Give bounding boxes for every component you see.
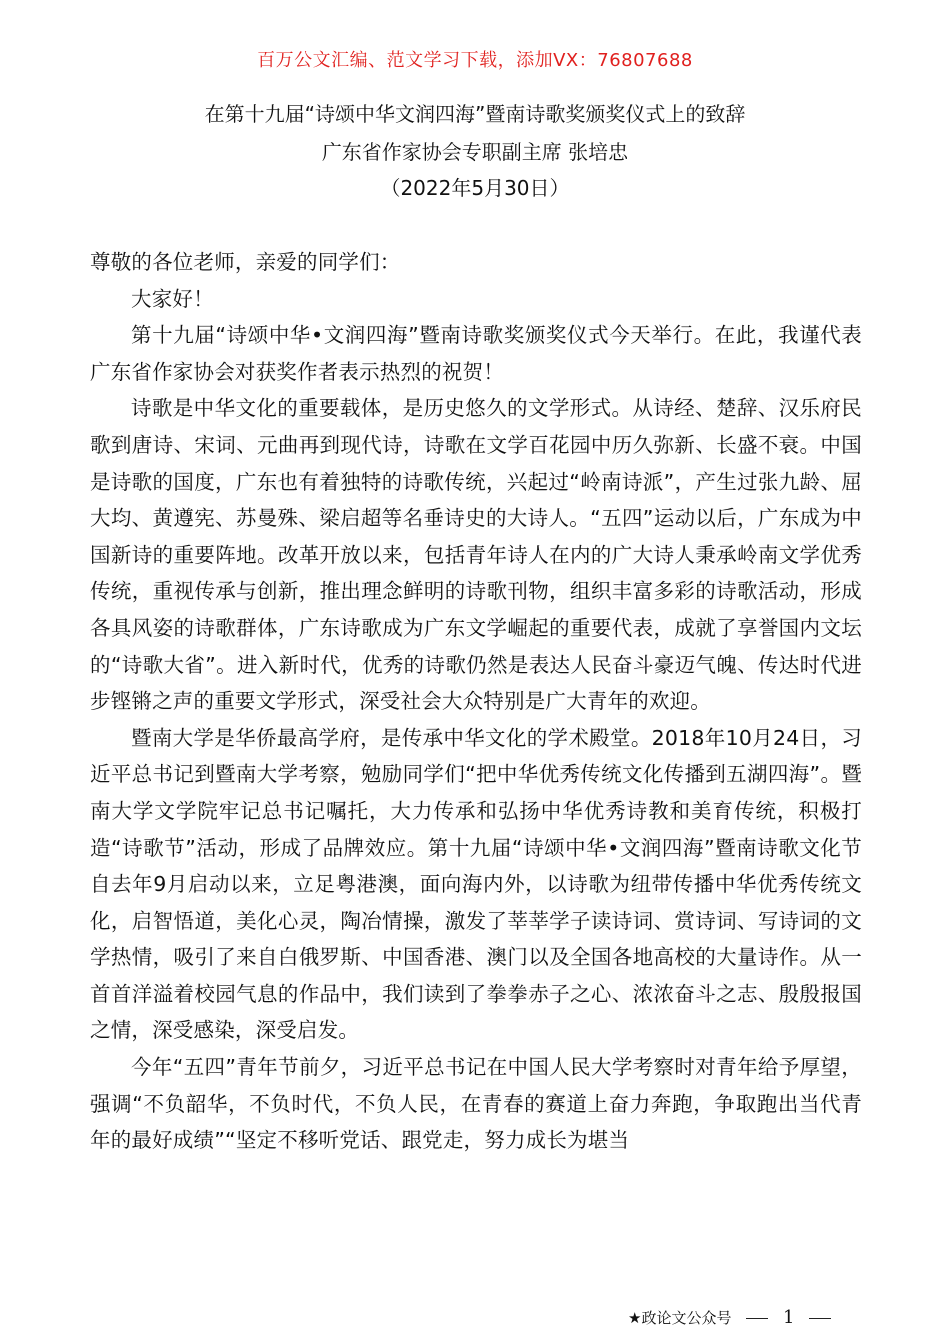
footer-dash-left bbox=[746, 1318, 768, 1319]
promo-banner: 百万公文汇编、范文学习下载，添加VX：76807688 bbox=[257, 50, 693, 71]
speech-body bbox=[90, 244, 862, 1159]
paragraph: 今年“五四”青年节前夕，习近平总书记在中国人民大学考察时对青年给予厚望，强调“不负韶华，不负时代，不负人民，在青春的赛道上奋力奔跑，争取跑出当代青年的最好成绩”“坚定不移听党话、跟党走，努力成长为堪当 bbox=[90, 1055, 862, 1153]
footer-source: ★政论文公众号 bbox=[628, 1309, 732, 1327]
speech-title: 在第十九届“诗颂中华文润四海”暨南诗歌奖颁奖仪式上的致辞 bbox=[204, 102, 746, 126]
page-footer bbox=[628, 1307, 831, 1328]
paragraph: 暨南大学是华侨最高学府，是传承中华文化的学术殿堂。2018年10月24日，习近平总书记到暨南大学考察，勉励同学们“把中华优秀传统文化传播到五湖四海”。暨南大学文学院牢记总书记嘱托，大力传承和弘扬中华优秀诗教和美育传统，积极打造“诗歌节”活动，形成了品牌效应。第十九届“诗颂中华•文润四海”暨南诗歌文化节自去年9月启动以来，立足粤港澳，面向海内外，以诗歌为纽带传播中华优秀传统文化，启智悟道，美化心灵，陶冶情操，激发了莘莘学子读诗词、赏诗词、写诗词的文学热情，吸引了来自白俄罗斯、中国香港、澳门以及全国各地高校的大量诗作。从一首首洋溢着校园气息的作品中，我们读到了拳拳赤子之心、浓浓奋斗之志、殷殷报国之情，深受感染，深受启发。 bbox=[90, 725, 862, 1043]
salutation: 尊敬的各位老师，亲爱的同学们： bbox=[90, 250, 401, 274]
speech-date: （2022年5月30日） bbox=[380, 176, 570, 200]
footer-dash-right bbox=[809, 1318, 831, 1319]
paragraph: 诗歌是中华文化的重要载体，是历史悠久的文学形式。从诗经、楚辞、汉乐府民歌到唐诗、宋词、元曲再到现代诗，诗歌在文学百花园中历久弥新、长盛不衰。中国是诗歌的国度，广东也有着独特的诗歌传统，兴起过“岭南诗派”，产生过张九龄、屈大均、黄遵宪、苏曼殊、梁启超等名垂诗史的大诗人。“五四”运动以后，广东成为中国新诗的重要阵地。改革开放以来，包括青年诗人在内的广大诗人秉承岭南文学优秀传统，重视传承与创新，推出理念鲜明的诗歌刊物，组织丰富多彩的诗歌活动，形成各具风姿的诗歌群体，广东诗歌成为广东文学崛起的重要代表，成就了享誉国内文坛的“诗歌大省”。进入新时代，优秀的诗歌仍然是表达人民奋斗豪迈气魄、传达时代进步铿锵之声的重要文学形式，深受社会大众特别是广大青年的欢迎。 bbox=[90, 396, 862, 714]
paragraph: 大家好！ bbox=[131, 286, 214, 311]
speaker-line: 广东省作家协会专职副主席 张培忠 bbox=[321, 140, 629, 164]
page-number: 1 bbox=[783, 1307, 795, 1328]
paragraph: 第十九届“诗颂中华•文润四海”暨南诗歌奖颁奖仪式今天举行。在此，我谨代表广东省作家协会对获奖作者表示热烈的祝贺！ bbox=[90, 323, 862, 384]
